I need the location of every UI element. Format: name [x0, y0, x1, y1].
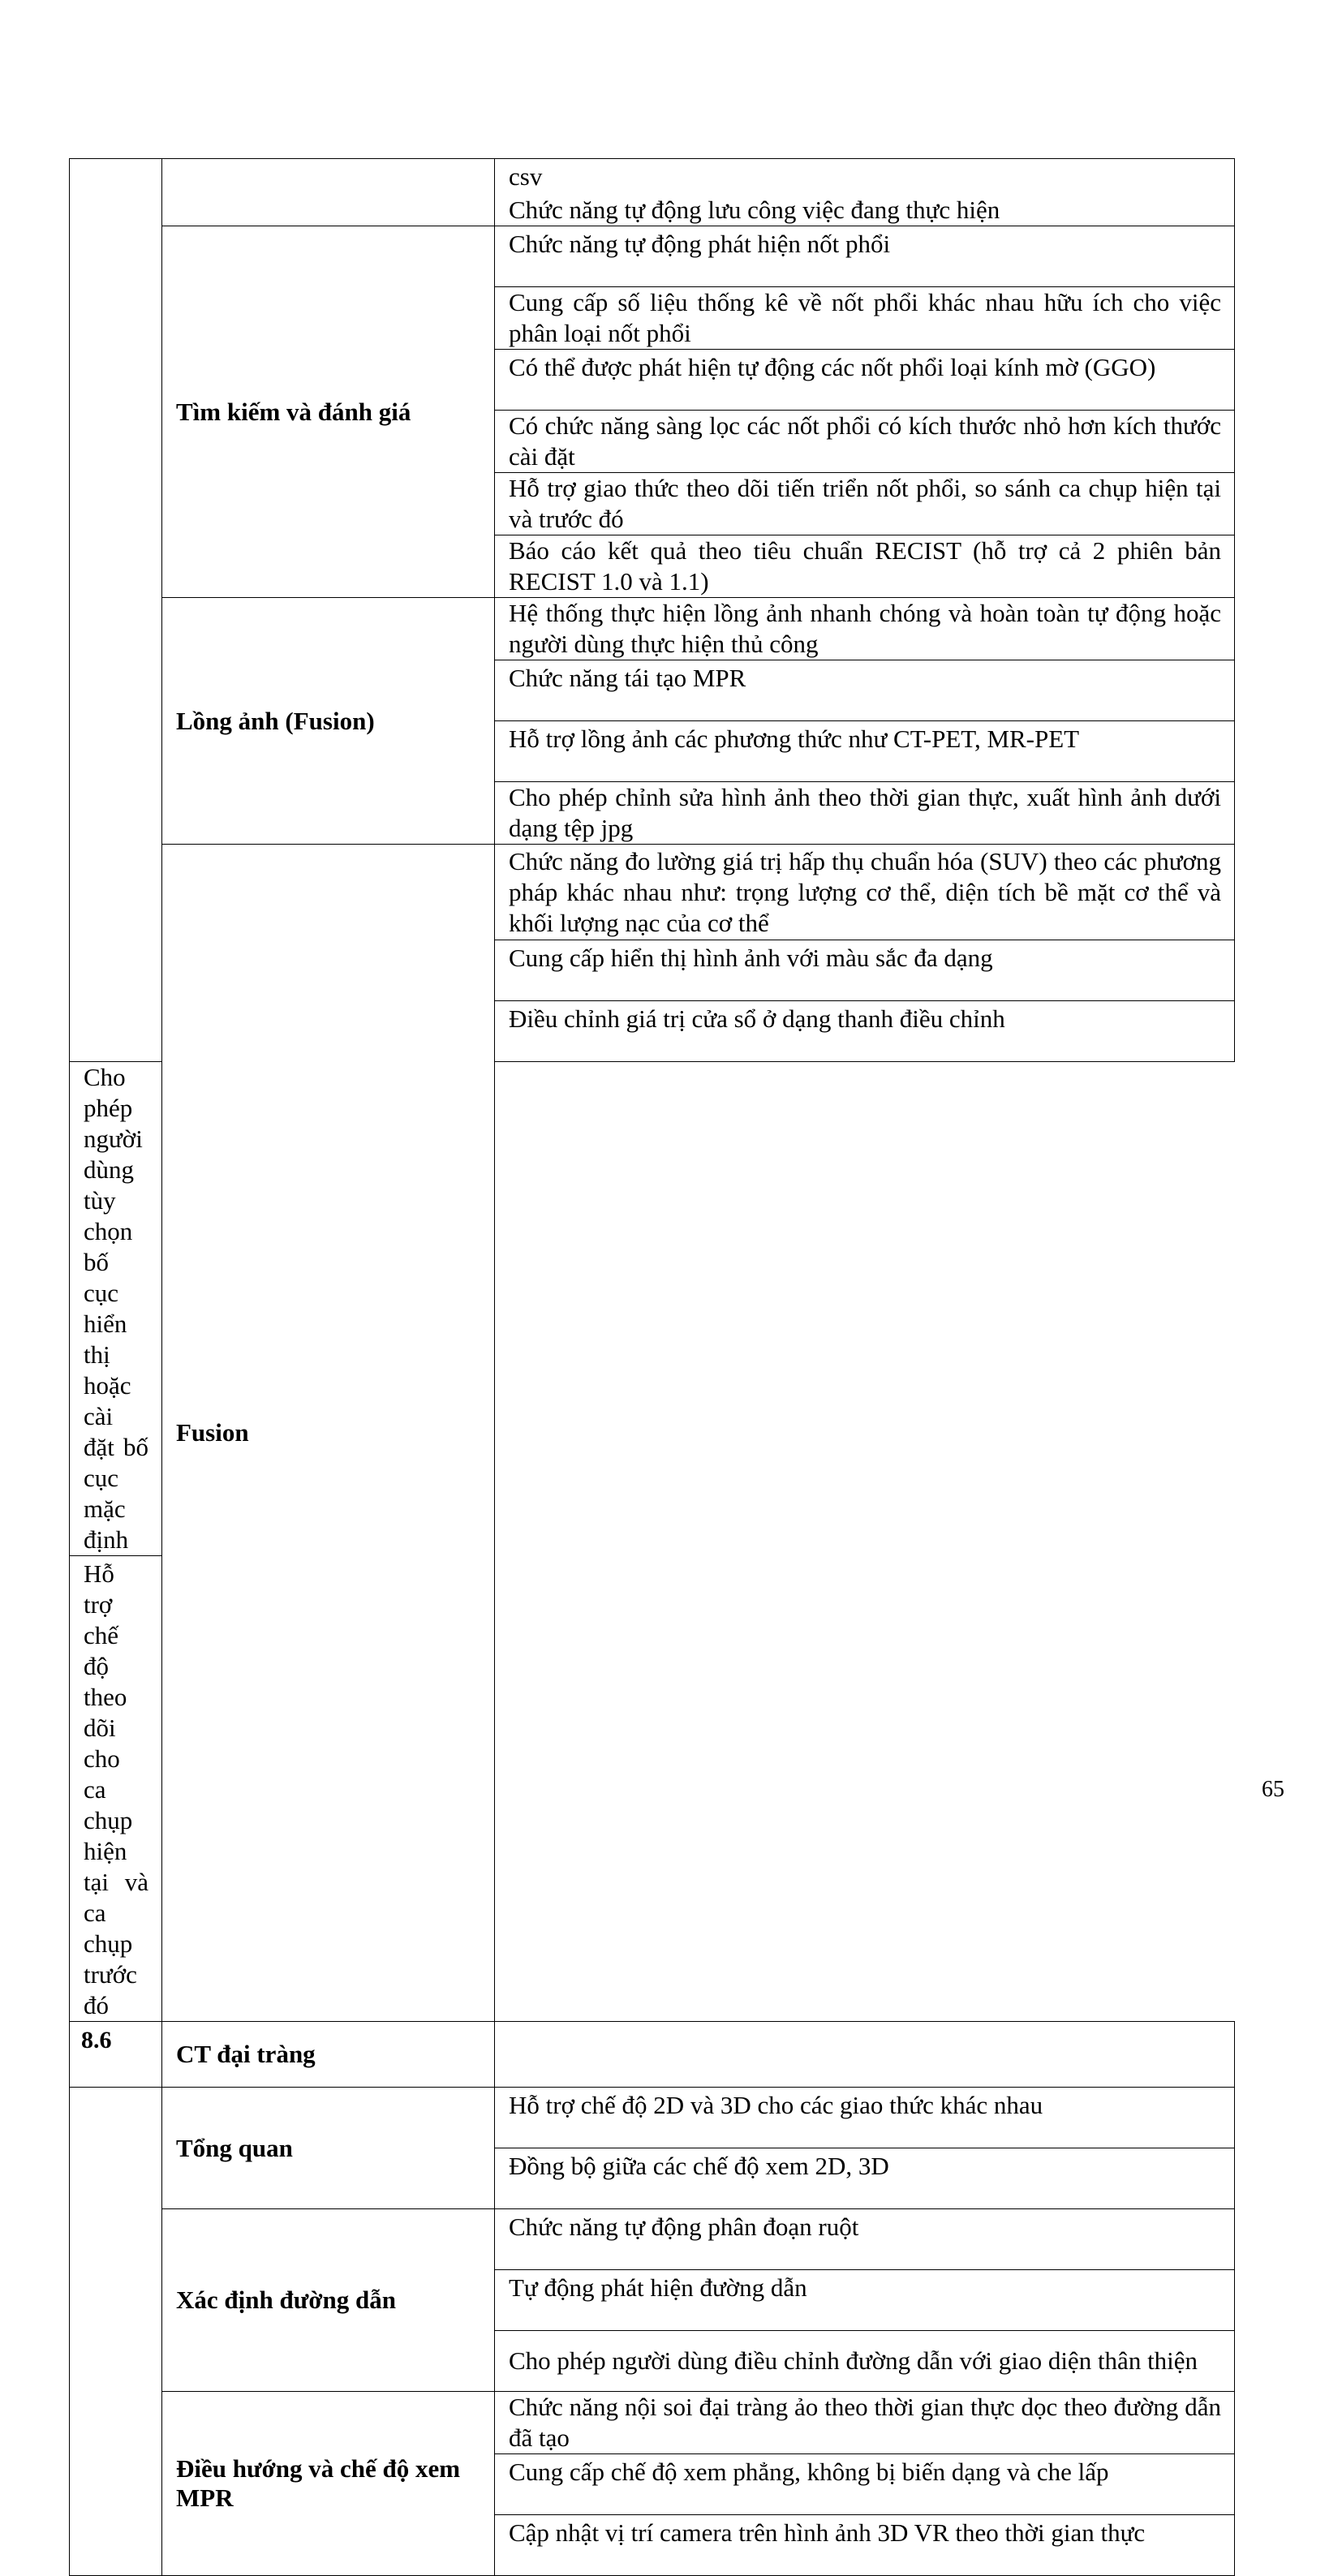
table-row: [70, 2209, 1235, 2270]
table-row: [70, 159, 1235, 226]
feature-cell: Cho phép người dùng điều chỉnh đường dẫn với giao diện thân thiện: [495, 2331, 1235, 2392]
feature-cell: Chức năng nội soi đại tràng ảo theo thời gian thực dọc theo đường dẫn đã tạo: [495, 2392, 1235, 2454]
feature-cell: Hỗ trợ chế độ theo dõi cho ca chụp hiện tại và ca chụp trước đó: [70, 1556, 162, 2022]
feature-cell: Hỗ trợ lồng ảnh các phương thức như CT-PET, MR-PET: [495, 721, 1235, 782]
number-cell: [70, 159, 162, 1062]
feature-cell: Có chức năng sàng lọc các nốt phổi có kích thước nhỏ hơn kích thước cài đặt: [495, 411, 1235, 473]
feature-cell: Báo cáo kết quả theo tiêu chuẩn RECIST (hỗ trợ cả 2 phiên bản RECIST 1.0 và 1.1): [495, 535, 1235, 598]
feature-cell: Cho phép người dùng tùy chọn bố cục hiển thị hoặc cài đặt bố cục mặc định: [70, 1062, 162, 1556]
group-title: Tổng quan: [162, 2088, 495, 2209]
page-number: 65: [1262, 1777, 1284, 1802]
group-title: Xác định đường dẫn: [162, 2209, 495, 2392]
feature-cell: [495, 159, 1235, 226]
table-row: [70, 2392, 1235, 2454]
feature-cell: Cho phép chỉnh sửa hình ảnh theo thời gian thực, xuất hình ảnh dưới dạng tệp jpg: [495, 782, 1235, 845]
continued-line: csv: [509, 162, 543, 191]
section-header-row: [70, 2022, 1235, 2088]
feature-cell: Chức năng tự động phân đoạn ruột: [495, 2209, 1235, 2270]
feature-cell: Cập nhật vị trí camera trên hình ảnh 3D VR theo thời gian thực: [495, 2515, 1235, 2576]
feature-cell-empty: [495, 2022, 1235, 2088]
feature-cell: Cung cấp chế độ xem phẳng, không bị biến dạng và che lấp: [495, 2454, 1235, 2515]
feature-cell: Hệ thống thực hiện lồng ảnh nhanh chóng và hoàn toàn tự động hoặc người dùng thực hiện thủ công: [495, 598, 1235, 660]
number-cell: [70, 2088, 162, 2576]
feature-cell: Điều chỉnh giá trị cửa sổ ở dạng thanh điều chỉnh: [495, 1001, 1235, 1062]
feature-cell: Chức năng tái tạo MPR: [495, 660, 1235, 721]
feature-cell: Hỗ trợ chế độ 2D và 3D cho các giao thức khác nhau: [495, 2088, 1235, 2148]
table-row: [70, 598, 1235, 660]
feature-cell: Tự động phát hiện đường dẫn: [495, 2270, 1235, 2331]
feature-cell: Cung cấp hiển thị hình ảnh với màu sắc đa dạng: [495, 940, 1235, 1001]
group-title: Fusion: [162, 845, 495, 2022]
group-title: Điều hướng và chế độ xem MPR: [162, 2392, 495, 2576]
table-row: [70, 226, 1235, 287]
feature-cell: Hỗ trợ giao thức theo dõi tiến triển nốt phổi, so sánh ca chụp hiện tại và trước đó: [495, 473, 1235, 535]
group-title: Tìm kiếm và đánh giá: [162, 226, 495, 598]
table-row: [70, 2088, 1235, 2148]
feature-cell: Chức năng tự động phát hiện nốt phổi: [495, 226, 1235, 287]
section-title: CT đại tràng: [162, 2022, 495, 2088]
section-number: 8.6: [70, 2022, 162, 2088]
group-cell-empty: [162, 159, 495, 226]
specification-table: [69, 158, 1235, 2576]
table-row: [70, 845, 1235, 940]
group-title: Lồng ảnh (Fusion): [162, 598, 495, 845]
continued-line: Chức năng tự động lưu công việc đang thực hiện: [509, 196, 1000, 224]
feature-cell: Cung cấp số liệu thống kê về nốt phổi khác nhau hữu ích cho việc phân loại nốt phổi: [495, 287, 1235, 350]
feature-cell: Có thể được phát hiện tự động các nốt phổi loại kính mờ (GGO): [495, 350, 1235, 411]
feature-cell: Chức năng đo lường giá trị hấp thụ chuẩn hóa (SUV) theo các phương pháp khác nhau như: trọng lượng cơ thể, diện tích bề mặt cơ thể và khối lượng nạc của cơ thể: [495, 845, 1235, 940]
feature-cell: Đồng bộ giữa các chế độ xem 2D, 3D: [495, 2148, 1235, 2209]
